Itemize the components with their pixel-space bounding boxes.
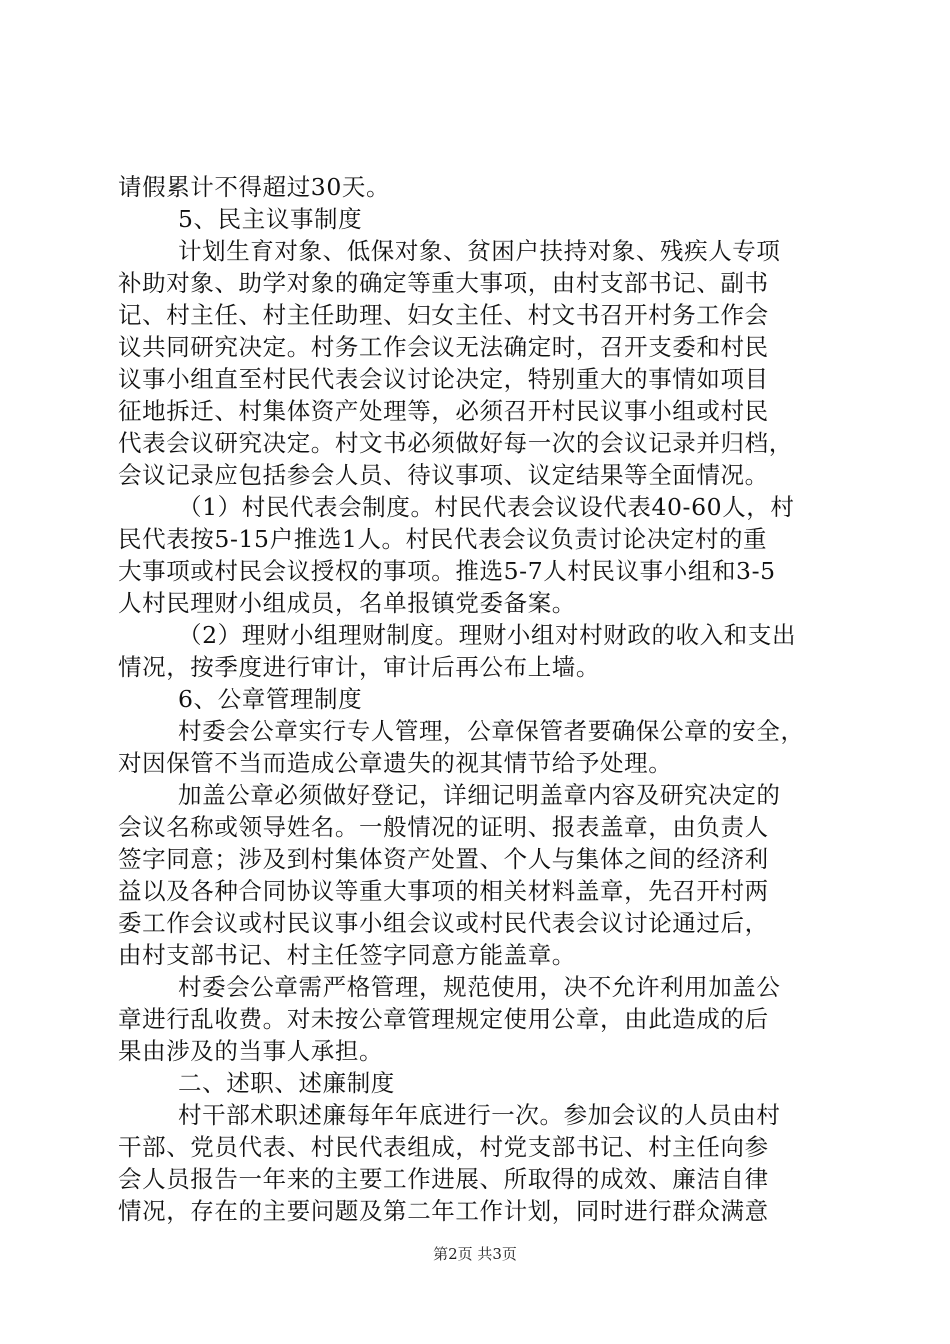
text-line: 对因保管不当而造成公章遗失的视其情节给予处理。: [118, 749, 673, 777]
section-heading: 5、民主议事制度: [178, 205, 363, 233]
text-line: （2）理财小组理财制度。理财小组对村财政的收入和支出: [178, 621, 797, 649]
text-line: 会人员报告一年来的主要工作进展、所取得的成效、廉洁自律: [118, 1165, 769, 1193]
text-line: 请假累计不得超过30天。: [118, 173, 391, 201]
text-line: 议共同研究决定。村务工作会议无法确定时，召开支委和村民: [118, 333, 769, 361]
text-line: 由村支部书记、村主任签字同意方能盖章。: [118, 941, 576, 969]
text-line: 代表会议研究决定。村文书必须做好每一次的会议记录并归档，: [118, 429, 793, 457]
text-line: （1）村民代表会制度。村民代表会议设代表40-60人，村: [178, 493, 795, 521]
text-line: 章进行乱收费。对未按公章管理规定使用公章，由此造成的后: [118, 1005, 769, 1033]
text-line: 会议名称或领导姓名。一般情况的证明、报表盖章，由负责人: [118, 813, 769, 841]
text-line: 果由涉及的当事人承担。: [118, 1037, 384, 1065]
text-line: 会议记录应包括参会人员、待议事项、议定结果等全面情况。: [118, 461, 769, 489]
text-line: 征地拆迁、村集体资产处理等，必须召开村民议事小组或村民: [118, 397, 769, 425]
section-heading: 二、述职、述廉制度: [178, 1069, 395, 1097]
text-line: 计划生育对象、低保对象、贫困户扶持对象、残疾人专项: [178, 237, 781, 265]
page-number-footer: 第2页 共3页: [433, 1245, 517, 1263]
text-line: 议事小组直至村民代表会议讨论决定，特别重大的事情如项目: [118, 365, 769, 393]
text-line: 益以及各种合同协议等重大事项的相关材料盖章，先召开村两: [118, 877, 769, 905]
text-line: 情况，按季度进行审计，审计后再公布上墙。: [118, 653, 600, 681]
text-line: 干部、党员代表、村民代表组成，村党支部书记、村主任向参: [118, 1133, 769, 1161]
text-line: 加盖公章必须做好登记，详细记明盖章内容及研究决定的: [178, 781, 781, 809]
section-heading: 6、公章管理制度: [178, 685, 363, 713]
text-line: 记、村主任、村主任助理、妇女主任、村文书召开村务工作会: [118, 301, 769, 329]
text-line: 大事项或村民会议授权的事项。推选5-7人村民议事小组和3-5: [118, 557, 776, 585]
text-line: 村干部术职述廉每年年底进行一次。参加会议的人员由村: [178, 1101, 781, 1129]
text-line: 人村民理财小组成员，名单报镇党委备案。: [118, 589, 576, 617]
text-line: 补助对象、助学对象的确定等重大事项，由村支部书记、副书: [118, 269, 769, 297]
text-line: 民代表按5-15户推选1人。村民代表会议负责讨论决定村的重: [118, 525, 768, 553]
text-line: 情况，存在的主要问题及第二年工作计划，同时进行群众满意: [118, 1197, 769, 1225]
text-line: 村委会公章实行专人管理，公章保管者要确保公章的安全，: [178, 717, 805, 745]
text-line: 签字同意；涉及到村集体资产处置、个人与集体之间的经济利: [118, 845, 769, 873]
text-line: 委工作会议或村民议事小组会议或村民代表会议讨论通过后，: [118, 909, 769, 937]
text-line: 村委会公章需严格管理，规范使用，决不允许利用加盖公: [178, 973, 781, 1001]
